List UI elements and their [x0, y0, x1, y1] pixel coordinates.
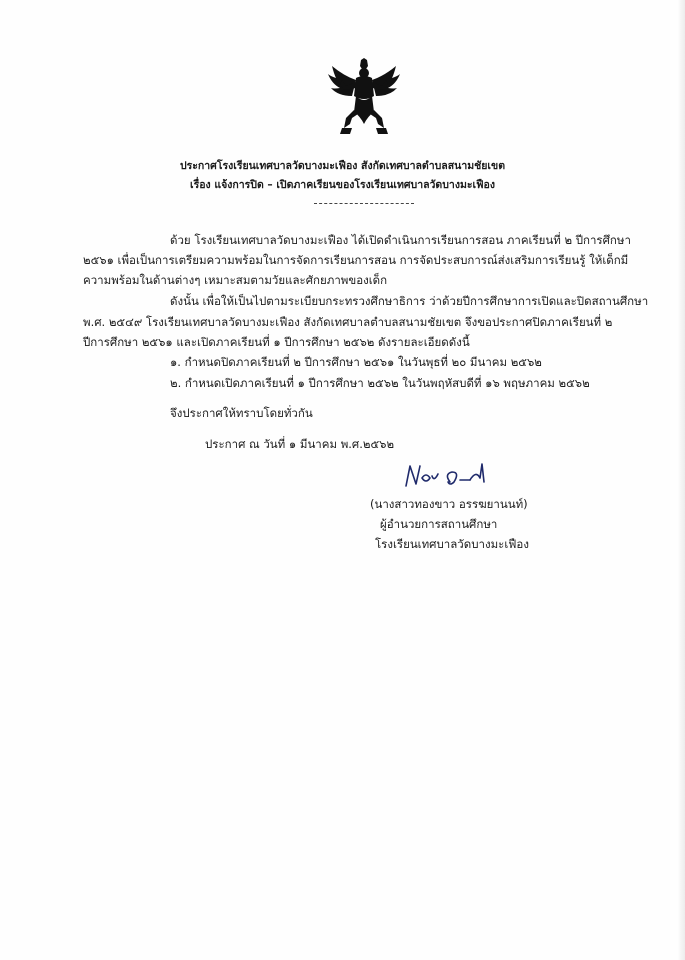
signatory-name: (นางสาวทองขาว อรรฆยานนท์) [370, 497, 528, 511]
handwritten-signature [404, 460, 494, 492]
announcement-subject: เรื่อง แจ้งการปิด – เปิดภาคเรียนของโรงเรียนเทศบาลวัดบางมะเฟือง [190, 179, 495, 191]
announcement-title: ประกาศโรงเรียนเทศบาลวัดบางมะเฟือง สังกัดเทศบาลตำบลสนามชัยเขต [179, 160, 506, 172]
signatory-position: ผู้อำนวยการสถานศึกษา [380, 517, 498, 531]
page-edge-shadow [677, 0, 685, 960]
closing-statement: จึงประกาศให้ทราบโดยทั่วกัน [170, 406, 313, 420]
paragraph-1-line-2: ๒๕๖๑ เพื่อเป็นการเตรียมความพร้อมในการจัดการเรียนการสอน การจัดประสบการณ์ส่งเสริมการเรียนรู้ ให้เด็กมี [83, 253, 629, 267]
paragraph-1-line-1: ด้วย โรงเรียนเทศบาลวัดบางมะเฟือง ได้เปิดดำเนินการเรียนการสอน ภาคเรียนที่ ๒ ปีการศึกษา [170, 233, 631, 247]
list-item-open-term: ๒. กำหนดเปิดภาคเรียนที่ ๑ ปีการศึกษา ๒๕๖๒ ในวันพฤหัสบดีที่ ๑๖ พฤษภาคม ๒๕๖๒ [170, 376, 590, 390]
heading-separator [314, 203, 414, 204]
paragraph-1-line-3: ความพร้อมในด้านต่างๆ เหมาะสมตามวัยและศักยภาพของเด็ก [83, 273, 388, 287]
list-item-close-term: ๑. กำหนดปิดภาคเรียนที่ ๒ ปีการศึกษา ๒๕๖๑ ในวันพุธที่ ๒๐ มีนาคม ๒๕๖๒ [170, 355, 542, 369]
signatory-organization: โรงเรียนเทศบาลวัดบางมะเฟือง [375, 537, 529, 551]
paragraph-2-line-2: พ.ศ. ๒๕๔๙ โรงเรียนเทศบาลวัดบางมะเฟือง สังกัดเทศบาลตำบลสนามชัยเขต จึงขอประกาศปิดภาคเรียนที่ ๒ [83, 315, 613, 329]
paragraph-2-line-1: ดังนั้น เพื่อให้เป็นไปตามระเบียบกระทรวงศึกษาธิการ ว่าด้วยปีการศึกษาการเปิดและปิดสถานศึกษา [170, 294, 649, 308]
garuda-emblem-icon [328, 58, 400, 136]
announcement-date: ประกาศ ณ วันที่ ๑ มีนาคม พ.ศ.๒๕๖๒ [205, 437, 395, 451]
paragraph-2-line-3: ปีการศึกษา ๒๕๖๑ และเปิดภาคเรียนที่ ๑ ปีการศึกษา ๒๕๖๒ ดังรายละเอียดดังนี้ [83, 335, 470, 349]
